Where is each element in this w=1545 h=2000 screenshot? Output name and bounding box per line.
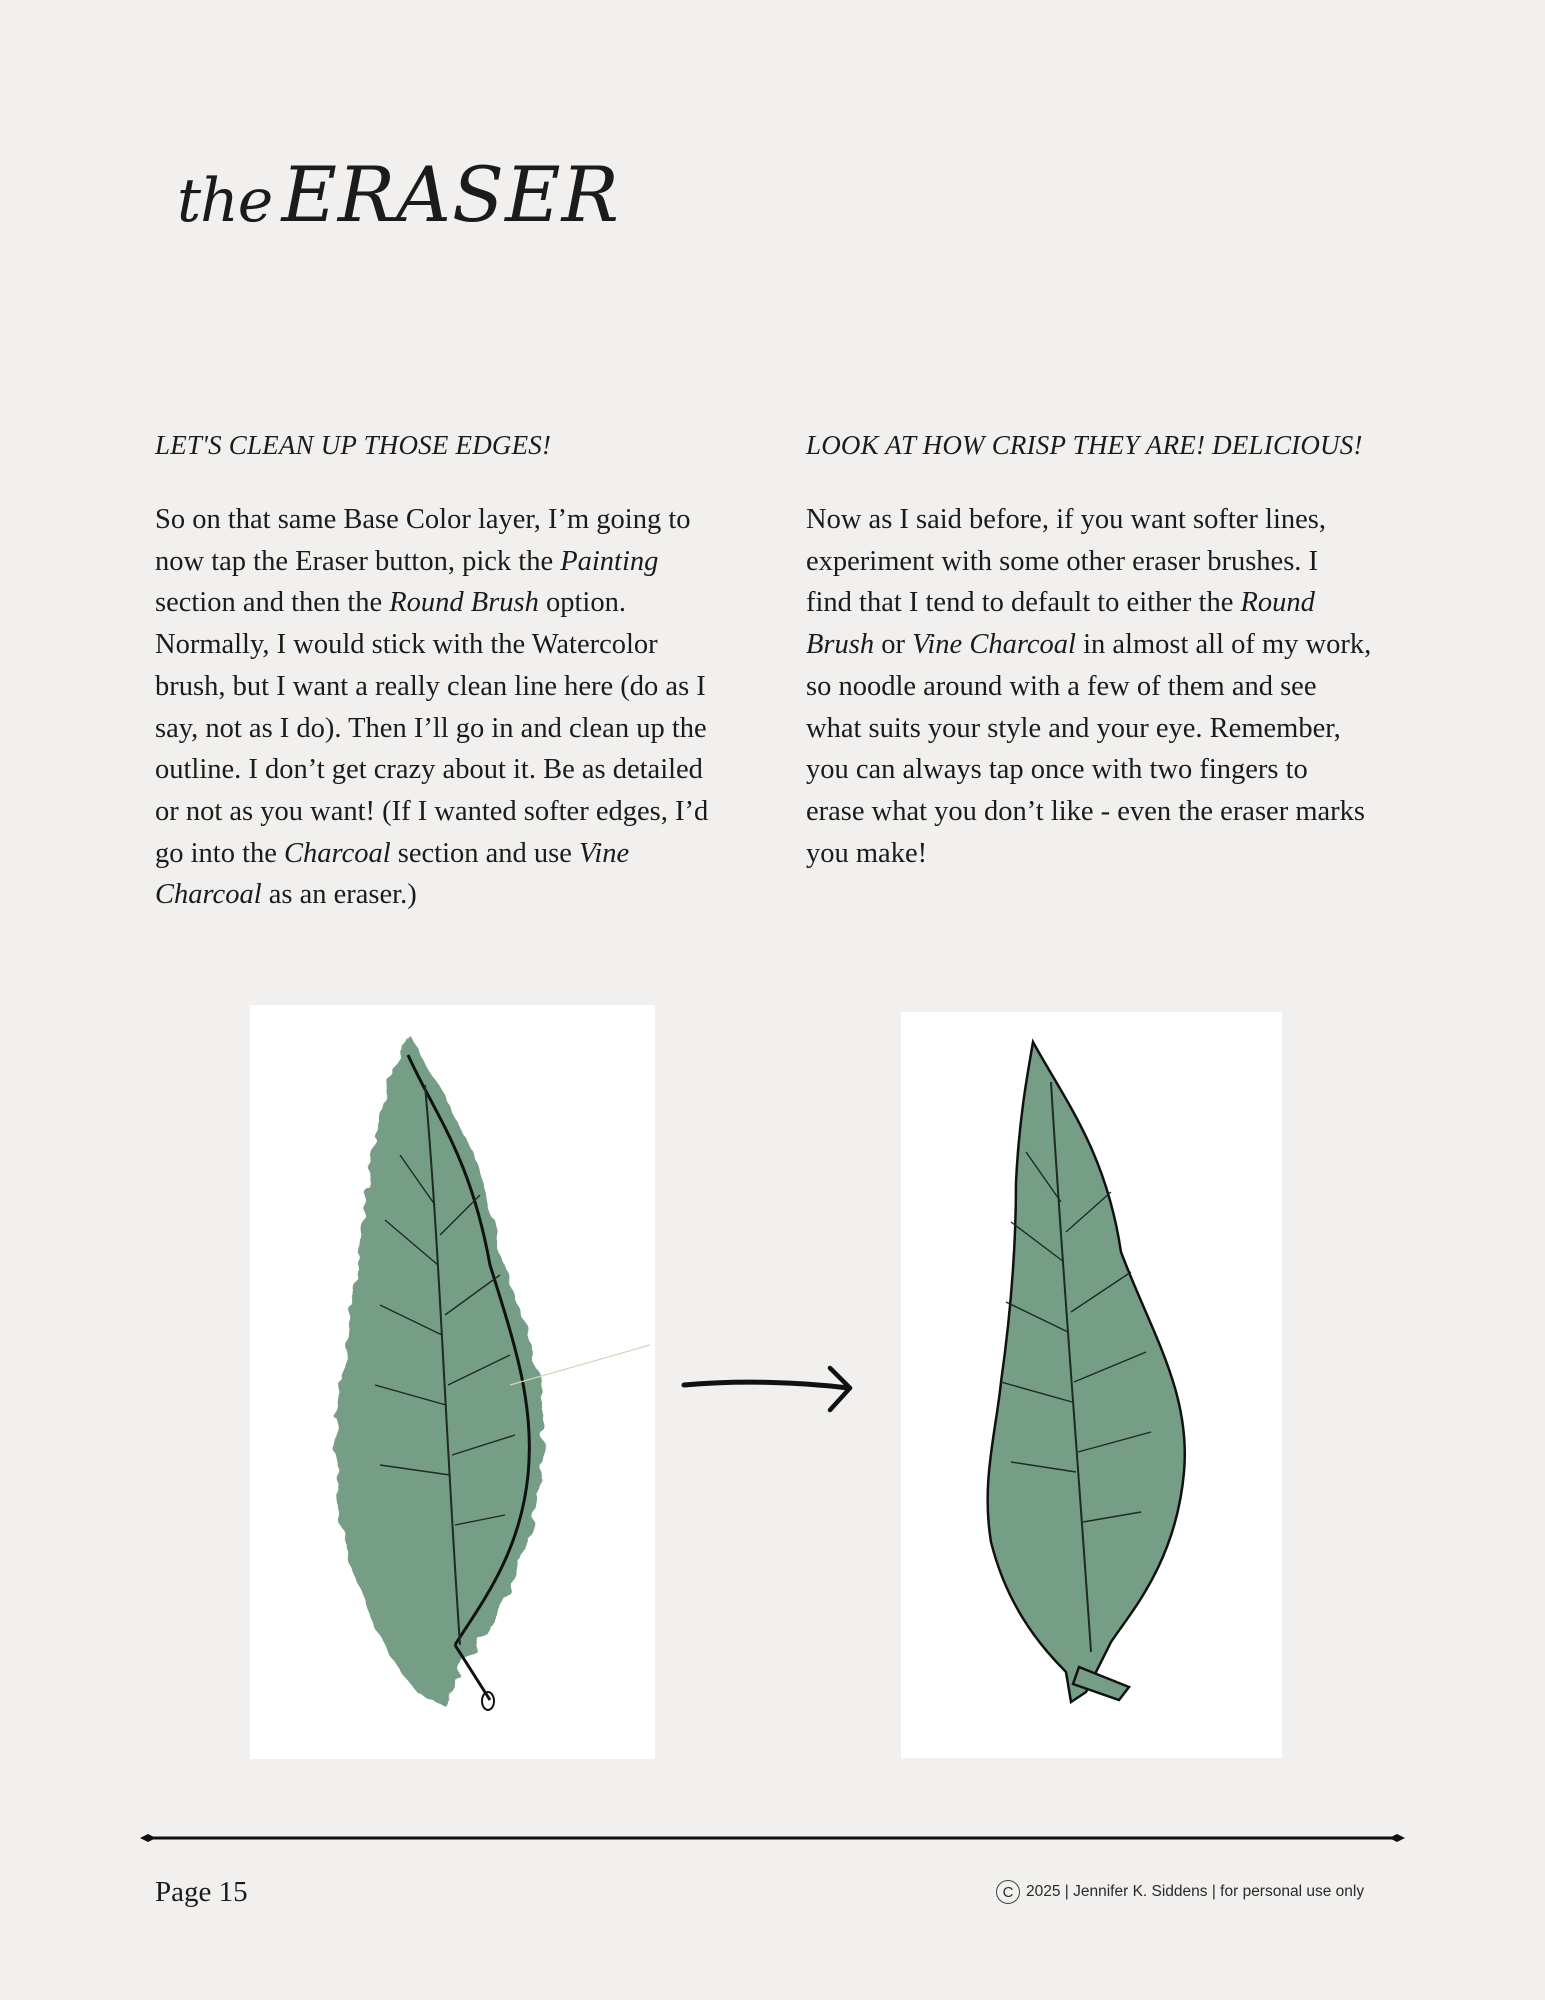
before-leaf-drawing	[250, 1005, 655, 1759]
text-line	[155, 582, 755, 624]
italic-term: Round	[1240, 587, 1315, 619]
right-arrow-icon	[680, 1360, 856, 1420]
text-line	[806, 541, 1406, 583]
italic-term: Vine	[579, 837, 630, 869]
footer-divider	[140, 1830, 1405, 1846]
italic-term: Charcoal	[155, 879, 262, 911]
text-line	[806, 666, 1406, 708]
text-line	[806, 749, 1406, 791]
text-line	[155, 541, 755, 583]
text-line	[155, 499, 755, 541]
text-line	[806, 499, 1406, 541]
text-segment: section and then the	[155, 587, 390, 619]
text-line	[806, 791, 1406, 833]
text-segment: Now as I said before, if you want softer lines,	[806, 504, 1326, 535]
text-segment: or	[874, 629, 913, 661]
after-leaf-image	[901, 1012, 1282, 1758]
text-segment: or not as you want! (If I wanted softer edges, I’d	[155, 795, 709, 827]
text-segment: say, not as I do). Then I’ll go in and clean up the	[155, 712, 707, 744]
text-segment: now tap the Eraser button, pick the	[155, 545, 561, 577]
text-segment: So on that same Base Color layer, I’m going to	[155, 504, 691, 535]
text-segment: option.	[538, 587, 626, 619]
after-leaf-drawing	[901, 1012, 1282, 1758]
text-line	[155, 749, 755, 791]
text-line	[155, 708, 755, 750]
right-column	[806, 430, 1406, 874]
italic-term: Vine Charcoal	[912, 629, 1076, 661]
left-body-text	[155, 499, 755, 916]
before-leaf-image	[250, 1005, 655, 1759]
left-column	[155, 430, 755, 916]
title-prefix: the	[177, 166, 273, 236]
text-line	[806, 708, 1406, 750]
copyright-notice	[996, 1880, 1364, 1904]
italic-term: Charcoal	[284, 837, 391, 869]
text-segment: in almost all of my work,	[1075, 629, 1372, 661]
text-line	[155, 666, 755, 708]
text-segment: brush, but I want a really clean line here (do as I	[155, 670, 706, 702]
text-segment: go into the	[155, 837, 285, 869]
italic-term: Round Brush	[389, 587, 539, 619]
text-line	[806, 833, 1406, 875]
text-segment: what suits your style and your eye. Remember,	[806, 712, 1341, 744]
text-segment: you make!	[806, 837, 928, 869]
right-body-text	[806, 499, 1406, 874]
text-line	[155, 874, 755, 916]
text-line	[155, 791, 755, 833]
right-heading: LOOK AT HOW CRISP THEY ARE! DELICIOUS!	[806, 430, 1363, 460]
text-line	[155, 624, 755, 666]
text-segment: you can always tap once with two fingers to	[806, 754, 1308, 786]
page-title	[177, 150, 620, 239]
italic-term: Painting	[560, 545, 659, 577]
left-heading: LET'S CLEAN UP THOSE EDGES!	[155, 430, 552, 460]
page-number: Page 15	[155, 1876, 248, 1908]
text-segment: Normally, I would stick with the Watercolor	[155, 629, 658, 661]
copyright-text: 2025 | Jennifer K. Siddens | for personal use only	[1026, 1883, 1365, 1900]
text-line	[806, 582, 1406, 624]
text-segment: as an eraser.)	[261, 879, 417, 911]
text-segment: erase what you don’t like - even the eraser marks	[806, 795, 1365, 827]
text-segment: experiment with some other eraser brushes. I	[806, 545, 1319, 577]
text-segment: section and use	[390, 837, 580, 869]
text-line	[155, 833, 755, 875]
text-line	[806, 624, 1406, 666]
title-main: ERASER	[281, 150, 620, 239]
text-segment: outline. I don’t get crazy about it. Be as detailed	[155, 754, 703, 786]
text-segment: find that I tend to default to either the	[806, 587, 1241, 619]
copyright-icon: C	[996, 1880, 1020, 1904]
text-segment: so noodle around with a few of them and see	[806, 670, 1317, 702]
italic-term: Brush	[806, 629, 875, 661]
